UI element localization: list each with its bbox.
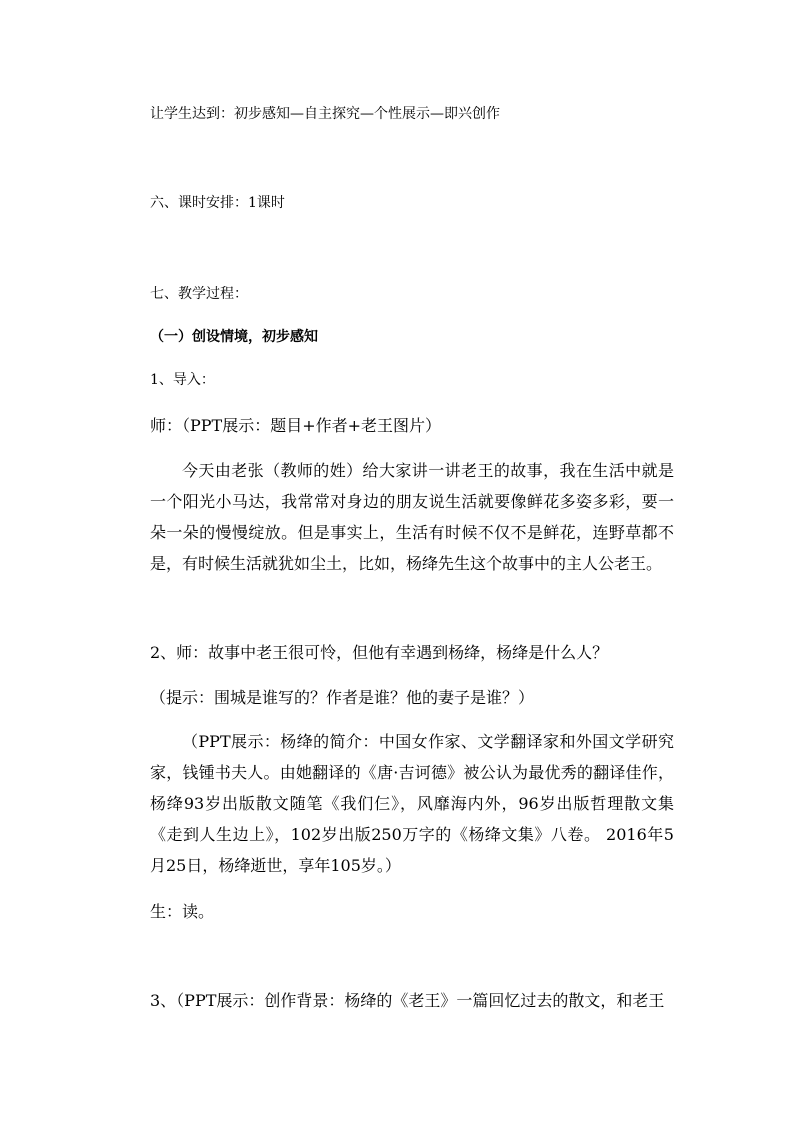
subheading-create-situation: （一）创设情境，初步感知 xyxy=(150,329,318,345)
hint-line: （提示：围城是谁写的？作者是谁？他的妻子是谁？） xyxy=(150,688,535,707)
intro-paragraph: 今天由老张（教师的姓）给大家讲一讲老王的故事，我在生活中就是一个阳光小马达，我常常对身边的朋友说生活就要像鲜花多姿多彩，要一朵一朵的慢慢绽放。但是事实上，生活有时候不仅不是鲜花，连野草都不是，有时候生活就犹如尘土，比如，杨绛先生这个故事中的主人公老王。 xyxy=(150,461,674,573)
item-2-question: 2、师：故事中老王很可怜，但他有幸遇到杨绛，杨绛是什么人？ xyxy=(150,643,609,662)
goal-line: 让学生达到：初步感知—自主探究—个性展示—即兴创作 xyxy=(150,106,500,122)
student-reads-line: 生：读。 xyxy=(150,902,215,921)
item-3-background: 3、（PPT展示：创作背景：杨绛的《老王》一篇回忆过去的散文，和老王 xyxy=(150,991,665,1010)
section-6-schedule: 六、课时安排：1课时 xyxy=(150,195,285,211)
yang-jiang-bio-paragraph: （PPT展示：杨绛的简介：中国女作家、文学翻译家和外国文学研究家，钱锺书夫人。由她翻译的《唐·吉诃德》被公认为最优秀的翻译佳作，杨绛93岁出版散文随笔《我们仨》，风靡海内外，96岁出版哲理散文集《走到人生边上》，102岁出版250万字的《杨绛文集》八卷。 2016年5月25日，杨绛逝世，享年105岁。） xyxy=(150,732,674,875)
teacher-ppt-line: 师：（PPT展示：题目+作者+老王图片） xyxy=(150,416,442,435)
item-1-intro: 1、导入： xyxy=(150,372,215,388)
section-7-heading: 七、教学过程： xyxy=(150,286,248,302)
